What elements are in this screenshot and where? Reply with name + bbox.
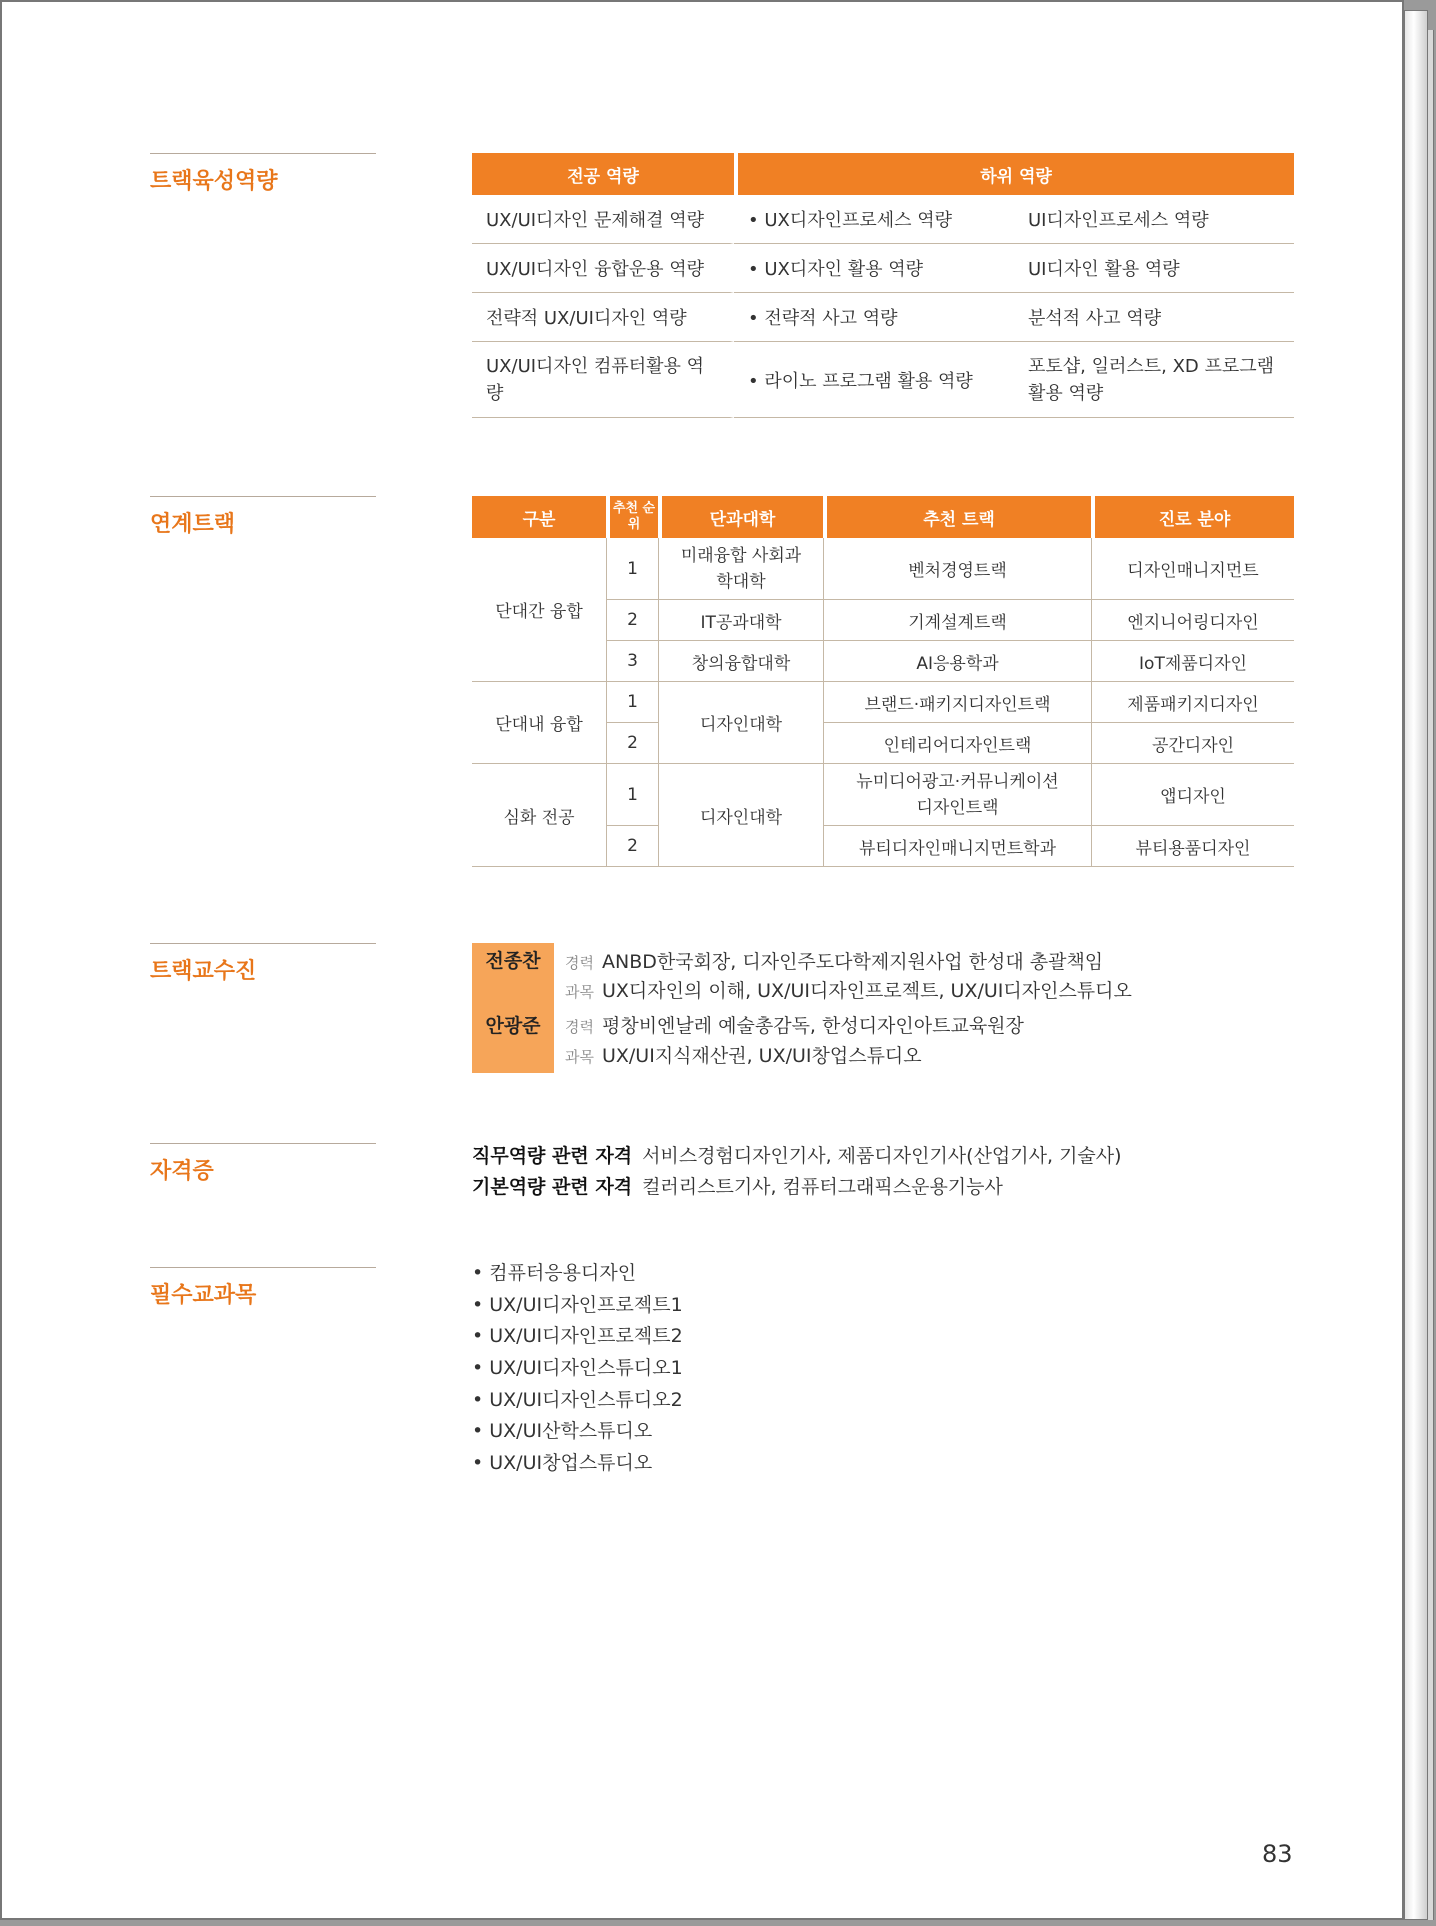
career-tag: 경력 [565, 954, 594, 972]
header-career: 진로 분야 [1091, 496, 1294, 538]
sub-competency-cell: • UX디자인프로세스 역량 [734, 195, 1014, 244]
track-cell: AI응용학과 [823, 641, 1091, 682]
table-row [472, 342, 1294, 418]
major-competency-cell: UX/UI디자인 융합운용 역량 [472, 244, 734, 293]
list-item: • 컴퓨터응용디자인 [472, 1258, 683, 1290]
career-cell: 공간디자인 [1091, 723, 1294, 764]
track-cell: 브랜드·패키지디자인트랙 [823, 682, 1091, 723]
career-cell: 제품패키지디자인 [1091, 682, 1294, 723]
course-tag: 과목 [565, 1048, 594, 1066]
track-cell: 기계설계트랙 [823, 600, 1091, 641]
category-cell: 단대내 융합 [472, 682, 606, 764]
college-cell: IT공과대학 [658, 600, 823, 641]
course-tag: 과목 [565, 983, 594, 1001]
faculty-name: 안광준 [485, 1015, 541, 1037]
rank-cell: 1 [606, 538, 658, 600]
track-cell: 뉴미디어광고·커뮤니케이션 디자인트랙 [823, 764, 1091, 826]
track-cell: 벤처경영트랙 [823, 538, 1091, 600]
table-row [472, 764, 1294, 826]
sub-competency-cell: • 라이노 프로그램 활용 역량 [734, 342, 1014, 418]
track-cell: 인테리어디자인트랙 [823, 723, 1091, 764]
career-tag: 경력 [565, 1018, 594, 1036]
table-row [472, 538, 1294, 600]
college-cell: 미래융합 사회과학대학 [658, 538, 823, 600]
table-row [472, 682, 1294, 723]
sub-competency-cell: • UX디자인 활용 역량 [734, 244, 1014, 293]
competency-table [472, 153, 1294, 418]
list-item: • UX/UI디자인스튜디오2 [472, 1385, 683, 1417]
section-title-required: 필수교과목 [150, 1267, 376, 1309]
sub-competency-cell: 분석적 사고 역량 [1014, 293, 1294, 342]
sub-competency-cell: 포토샵, 일러스트, XD 프로그램 활용 역량 [1014, 342, 1294, 418]
course-text: UX디자인의 이해, UX/UI디자인프로젝트, UX/UI디자인스튜디오 [601, 980, 1132, 1002]
certificate-line [472, 1141, 1122, 1168]
linked-track-table [472, 496, 1294, 867]
list-item: • UX/UI산학스튜디오 [472, 1416, 683, 1448]
career-text: 평창비엔날레 예술총감독, 한성디자인아트교육원장 [601, 1015, 1024, 1037]
section-title-linked: 연계트랙 [150, 496, 376, 538]
section-title-certificate: 자격증 [150, 1143, 376, 1185]
page-number: 83 [1262, 1840, 1293, 1868]
header-rank: 추천 순위 [606, 496, 658, 538]
faculty-courses [565, 1041, 922, 1068]
rank-cell: 1 [606, 764, 658, 826]
table-row [472, 244, 1294, 293]
career-cell: 디자인매니지먼트 [1091, 538, 1294, 600]
track-cell: 뷰티디자인매니지먼트학과 [823, 826, 1091, 867]
college-cell: 디자인대학 [658, 682, 823, 764]
section-title-faculty: 트랙교수진 [150, 943, 376, 985]
career-text: ANBD한국회장, 디자인주도다학제지원사업 한성대 총괄책임 [601, 951, 1104, 973]
category-cell: 심화 전공 [472, 764, 606, 867]
rank-cell: 2 [606, 723, 658, 764]
certificate-label: 직무역량 관련 자격 [472, 1145, 633, 1167]
certificate-value: 서비스경험디자인기사, 제품디자인기사(산업기사, 기술사) [642, 1145, 1122, 1167]
sub-competency-cell: • 전략적 사고 역량 [734, 293, 1014, 342]
certificate-value: 컬러리스트기사, 컴퓨터그래픽스운용기능사 [642, 1176, 1003, 1198]
sub-competency-cell: UI디자인 활용 역량 [1014, 244, 1294, 293]
list-item: • UX/UI창업스튜디오 [472, 1448, 683, 1480]
course-text: UX/UI지식재산권, UX/UI창업스튜디오 [601, 1045, 922, 1067]
header-college: 단과대학 [658, 496, 823, 538]
rank-cell: 3 [606, 641, 658, 682]
header-sub-competency: 하위 역량 [734, 153, 1294, 195]
college-cell: 디자인대학 [658, 764, 823, 867]
rank-cell: 1 [606, 682, 658, 723]
section-title-competency: 트랙육성역량 [150, 153, 376, 195]
major-competency-cell: UX/UI디자인 컴퓨터활용 역량 [472, 342, 734, 418]
page-edge [1404, 10, 1428, 1920]
faculty-name: 전종찬 [485, 950, 541, 972]
certificate-line [472, 1172, 1003, 1199]
header-category: 구분 [472, 496, 606, 538]
major-competency-cell: 전략적 UX/UI디자인 역량 [472, 293, 734, 342]
header-major-competency: 전공 역량 [472, 153, 734, 195]
major-competency-cell: UX/UI디자인 문제해결 역량 [472, 195, 734, 244]
faculty-courses [565, 976, 1132, 1003]
career-cell: 뷰티용품디자인 [1091, 826, 1294, 867]
header-track: 추천 트랙 [823, 496, 1091, 538]
faculty-career [565, 947, 1103, 974]
career-cell: 앱디자인 [1091, 764, 1294, 826]
table-row [472, 293, 1294, 342]
career-cell: IoT제품디자인 [1091, 641, 1294, 682]
category-cell: 단대간 융합 [472, 538, 606, 682]
career-cell: 엔지니어링디자인 [1091, 600, 1294, 641]
faculty-career [565, 1011, 1024, 1038]
required-course-list [472, 1258, 683, 1480]
table-row [472, 195, 1294, 244]
sub-competency-cell: UI디자인프로세스 역량 [1014, 195, 1294, 244]
rank-cell: 2 [606, 600, 658, 641]
rank-cell: 2 [606, 826, 658, 867]
list-item: • UX/UI디자인스튜디오1 [472, 1353, 683, 1385]
list-item: • UX/UI디자인프로젝트2 [472, 1321, 683, 1353]
list-item: • UX/UI디자인프로젝트1 [472, 1290, 683, 1322]
certificate-label: 기본역량 관련 자격 [472, 1176, 633, 1198]
college-cell: 창의융합대학 [658, 641, 823, 682]
